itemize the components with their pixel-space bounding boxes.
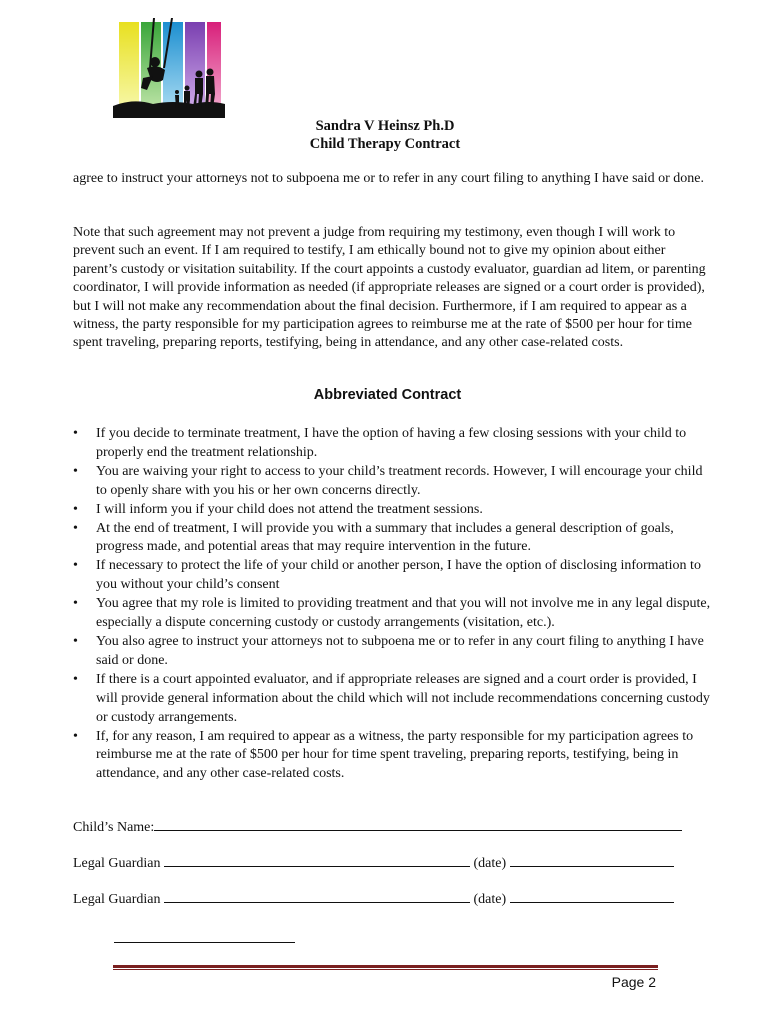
legal-guardian-signature-field[interactable] (164, 888, 470, 903)
bullet-item: • You also agree to instruct your attorneys not to subpoena me or to refer in any court filing to anything I have said or done. (73, 633, 713, 671)
legal-guardian-signature-field[interactable] (164, 852, 470, 867)
footer-rule-thick (113, 965, 658, 968)
bullet-item: • You are waiving your right to access to your child’s treatment records. However, I will encourage your child to openly share with you his or her own concerns directly. (73, 463, 713, 501)
child-name-row (73, 816, 713, 836)
contract-bullet-list (73, 425, 713, 784)
bullet-item: • If there is a court appointed evaluator, and if appropriate releases are signed and a court order is provided, I will provide general information about the child which will not include recommendations concerning custody or custody arrangements. (73, 671, 713, 728)
bullet-item: • You agree that my role is limited to providing treatment and that you will not involve me in any legal dispute, especially a dispute concerning custody or custody arrangements (visitation, etc.). (73, 595, 713, 633)
document-header (0, 117, 770, 153)
bullet-item: • I will inform you if your child does not attend the treatment sessions. (73, 501, 713, 520)
legal-guardian-row-2 (73, 888, 713, 908)
legal-guardian-label: Legal Guardian (73, 856, 161, 871)
date-label: (date) (473, 892, 507, 907)
bullet-item: • If you decide to terminate treatment, I have the option of having a few closing sessions with your child to properly end the treatment relationship. (73, 425, 713, 463)
blank-signature-line[interactable] (114, 942, 295, 943)
document-title: Child Therapy Contract (309, 136, 461, 152)
bullet-item: • If necessary to protect the life of your child or another person, I have the option of disclosing information to you without your child’s consent (73, 557, 713, 595)
legal-guardian-label: Legal Guardian (73, 892, 161, 907)
legal-guardian-row-1 (73, 852, 713, 872)
paragraph-testimony-note: Note that such agreement may not prevent a judge from requiring my testimony, even though I will work to prevent such an event. If I am required to testify, I am ethically bound not to give my opinion about either parent’s custody or visitation suitability. If the court appoints a custody evaluator, guardian ad litem, or parenting coordinator, I will provide information as needed (if appropriate releases are signed or a court order is provided), but I will not make any recommendation about the final decision. Furthermore, if I am required to appear as a witness, the party responsible for my participation agrees to reimburse me at the rate of $500 per hour for time spent traveling, preparing reports, testifying, being in attendance, and any other case-related costs. (73, 225, 706, 351)
child-name-field[interactable] (154, 816, 682, 831)
footer-rule-thin (113, 969, 658, 970)
date-field[interactable] (510, 888, 674, 903)
child-name-label: Child’s Name: (73, 820, 155, 835)
page-number: Page 2 (611, 974, 656, 990)
author-name: Sandra V Heinsz Ph.D (315, 118, 455, 134)
footer-rule (113, 965, 658, 970)
section-title: Abbreviated Contract (313, 387, 462, 403)
family-silhouette-logo (113, 18, 225, 118)
date-field[interactable] (510, 852, 674, 867)
paragraph-continuation: agree to instruct your attorneys not to subpoena me or to refer in any court filing to anything I have said or done. (73, 171, 704, 186)
date-label: (date) (473, 856, 507, 871)
bullet-item: • At the end of treatment, I will provide you with a summary that includes a general description of goals, progress made, and potential areas that may require intervention in the future. (73, 520, 713, 558)
bullet-item: • If, for any reason, I am required to appear as a witness, the party responsible for my participation agrees to reimburse me at the rate of $500 per hour for time spent traveling, preparing reports, testifying, being in attendance, and any other case-related costs. (73, 728, 713, 785)
